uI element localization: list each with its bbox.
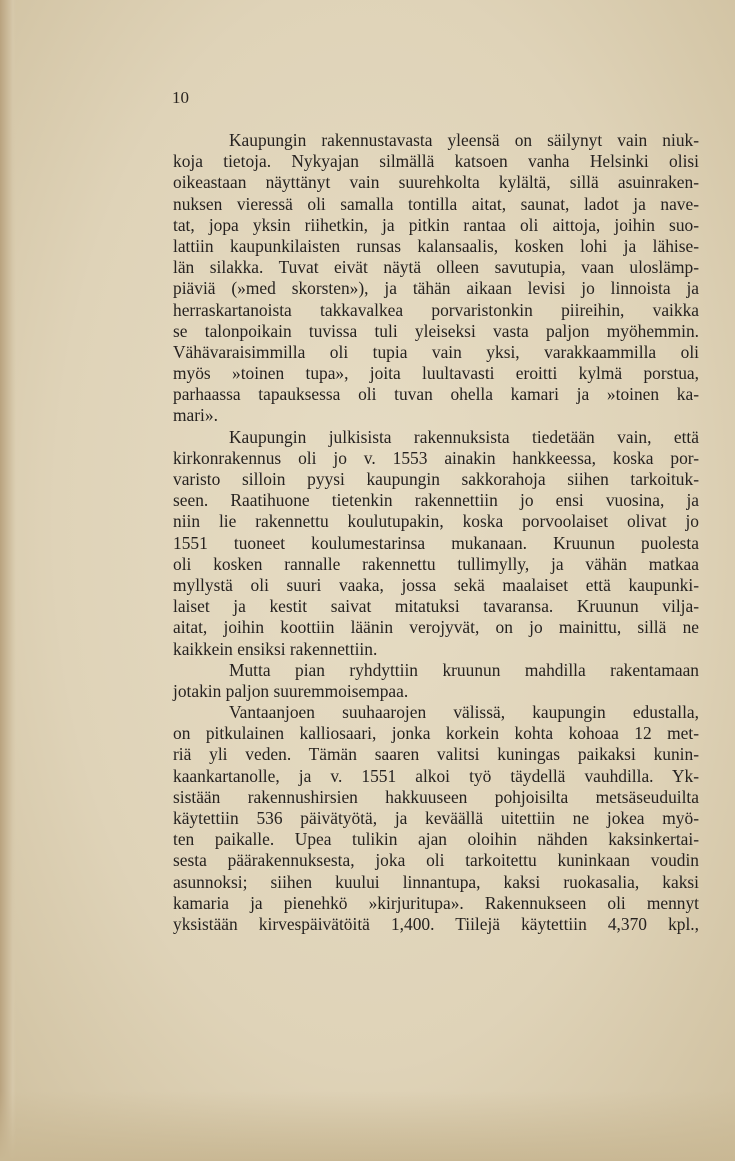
text-line: lattiin kaupunkilaisten runsas kalansaalis, kosken lohi ja lähise- [173, 235, 699, 256]
text-line: Vähävaraisimmilla oli tupia vain yksi, varakkaammilla oli [173, 341, 699, 362]
text-line: piäviä (»med skorsten»), ja tähän aikaan levisi jo linnoista ja [173, 278, 699, 299]
text-line: myllystä oli suuri vaaka, jossa sekä maalaiset että kaupunki- [173, 574, 699, 595]
page-number: 10 [172, 88, 189, 107]
text-line: niin lie rakennettu koulutupakin, koska porvoolaiset olivat jo [173, 511, 699, 532]
text-line: kirkonrakennus oli jo v. 1553 ainakin hankkeessa, koska por- [173, 447, 699, 468]
text-line: koja tietoja. Nykyajan silmällä katsoen vanha Helsinki olisi [173, 151, 699, 172]
text-line: mari». [173, 405, 218, 426]
text-line: varisto silloin pyysi kaupungin sakkorahoja siihen tarkoituk- [173, 469, 699, 489]
text-line: sesta päärakennuksesta, joka oli tarkoitettu kuninkaan voudin [173, 850, 699, 871]
text-line: myös »toinen tupa», joita luultavasti eroitti kylmä porstua, [173, 363, 699, 384]
text-line: yksistään kirvespäivätöitä 1,400. Tiilejä käytettiin 4,370 kpl., [173, 913, 699, 934]
text-line: herraskartanoista takkavalkea porvaristonkin piireihin, vaikka [173, 299, 699, 320]
text-line: 1551 tuoneet koulumestarinsa mukanaan. Kruunun puolesta [173, 532, 699, 553]
text-line: laiset ja kestit saivat mitatuksi tavaransa. Kruunun vilja- [173, 596, 699, 617]
text-line: sistään rakennushirsien hakkuuseen pohjoisilta metsäseuduilta [173, 786, 699, 807]
page-edge-shadow [0, 0, 16, 1161]
text-line: oikeastaan näyttänyt vain suurehkolta kylältä, sillä asuinraken- [173, 172, 699, 193]
text-line: seen. Raatihuone tietenkin rakennettiin jo ensi vuosina, ja [173, 490, 699, 511]
text-line: tat, jopa yksin riihetkin, ja pitkin rantaa oli aittoja, joihin suo- [173, 214, 699, 235]
text-line: Mutta pian ryhdyttiin kruunun mahdilla rakentamaan [229, 659, 699, 680]
text-line: riä yli veden. Tämän saaren valitsi kuningas paikaksi kunin- [173, 744, 699, 765]
text-line: län silakka. Tuvat eivät näytä olleen savutupia, vaan uloslämp- [173, 257, 699, 278]
text-line: käytettiin 536 päivätyötä, ja keväällä uitettiin ne jokea myö- [173, 808, 699, 828]
text-line: on pitkulainen kalliosaari, jonka korkein kohta kohoaa 12 met- [173, 723, 699, 744]
page-bottom-shadow [0, 1091, 735, 1161]
text-line: oli kosken rannalle rakennettu tullimylly, ja vähän matkaa [173, 553, 699, 574]
text-line: se talonpoikain tuvissa tuli yleiseksi vasta paljon myöhemmin. [173, 320, 699, 341]
text-line: aitat, joihin koottiin läänin verojyvät, on jo mainittu, sillä ne [173, 617, 699, 638]
text-line: kamaria ja pienehkö »kirjuritupa». Rakennukseen oli mennyt [173, 892, 699, 913]
text-line: Kaupungin rakennustavasta yleensä on säilynyt vain niuk- [229, 130, 699, 150]
text-line: kaikkein ensiksi rakennettiin. [173, 638, 378, 659]
text-line: parhaassa tapauksessa oli tuvan ohella kamari ja »toinen ka- [173, 384, 699, 405]
text-line: Kaupungin julkisista rakennuksista tiedetään vain, että [229, 426, 699, 447]
text-line: jotakin paljon suuremmoisempaa. [173, 680, 409, 701]
body-text [173, 130, 699, 935]
text-line: asunnoksi; siihen kuului linnantupa, kaksi ruokasalia, kaksi [173, 871, 699, 892]
text-line: ten paikalle. Upea tulikin ajan oloihin nähden kaksinkertai- [173, 829, 699, 850]
text-line: nuksen vieressä oli samalla tontilla aitat, saunat, ladot ja nave- [173, 193, 699, 214]
text-line: Vantaanjoen suuhaarojen välissä, kaupungin edustalla, [229, 702, 699, 723]
text-line: kaankartanolle, ja v. 1551 alkoi työ täydellä vauhdilla. Yk- [173, 765, 699, 786]
